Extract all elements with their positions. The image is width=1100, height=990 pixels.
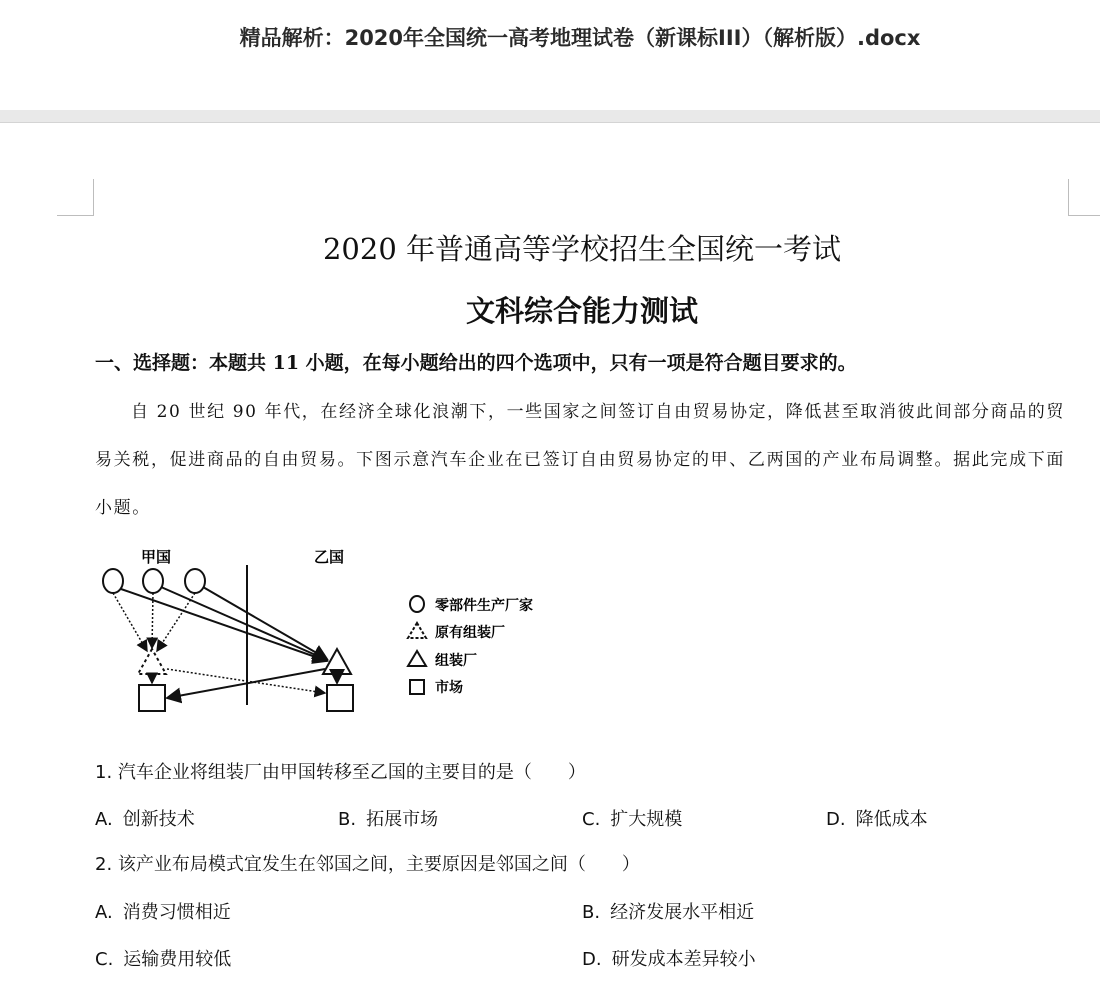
legend-assembly: 组装厂: [435, 653, 477, 669]
legend-dashed-triangle-icon: [408, 623, 426, 638]
industry-layout-diagram: [95, 543, 575, 723]
question-text: 汽车企业将组装厂由甲国转移至乙国的主要目的是（ ）: [117, 762, 586, 783]
document-page: [0, 123, 1100, 990]
question-2: [95, 850, 640, 876]
option-1a: A. 创新技术: [95, 809, 195, 830]
parts-factory-2: [143, 569, 163, 593]
option-1c: C. 扩大规模: [582, 809, 683, 830]
country-b-label: 乙国: [314, 548, 345, 566]
option-1d: D. 降低成本: [826, 809, 928, 830]
margin-corner-top-right: [1068, 179, 1100, 216]
legend-triangle-icon: [408, 651, 426, 666]
question-number: 2.: [95, 854, 113, 875]
option-2d: D. 研发成本差异较小: [582, 949, 756, 970]
market-b: [327, 685, 353, 711]
exam-subheading: 文科综合能力测试: [465, 294, 698, 328]
page-separator: [0, 110, 1100, 123]
option-2c: C. 运输费用较低: [95, 949, 232, 970]
question-1: [95, 758, 586, 784]
legend-circle-icon: [410, 596, 424, 612]
legend-parts-factory: 零部件生产厂家: [435, 598, 533, 614]
section-heading: 一、选择题：本题共 11 小题，在每小题给出的四个选项中，只有一项是符合题目要求的。: [95, 352, 857, 374]
intro-paragraph: 自 20 世纪 90 年代，在经济全球化浪潮下，一些国家之间签订自由贸易协定，降低甚至取消彼此间部分商品的贸易关税，促进商品的自由贸易。下图示意汽车企业在已签订自由贸易协定的甲、乙两国的产业布局调整。据此完成下面小题。: [95, 402, 1065, 518]
exam-heading: 2020 年普通高等学校招生全国统一考试: [322, 232, 842, 266]
document-title: 精品解析：2020年全国统一高考地理试卷（新课标III）（解析版）.docx: [239, 26, 921, 50]
new-assembly-plant: [323, 649, 351, 674]
parts-factory-1: [103, 569, 123, 593]
window-title-bar: [0, 0, 1100, 110]
country-a-label: 甲国: [141, 548, 172, 566]
legend-square-icon: [410, 680, 424, 694]
old-assembly-plant: [138, 649, 166, 674]
legend-old-assembly: 原有组装厂: [435, 625, 505, 641]
margin-corner-top-left: [57, 179, 94, 216]
option-2a: A. 消费习惯相近: [95, 902, 231, 923]
parts-factory-3: [185, 569, 205, 593]
question-text: 该产业布局模式宜发生在邻国之间，主要原因是邻国之间（ ）: [117, 854, 640, 875]
option-2b: B. 经济发展水平相近: [582, 902, 755, 923]
option-1b: B. 拓展市场: [338, 809, 439, 830]
market-a: [139, 685, 165, 711]
question-number: 1.: [95, 762, 113, 783]
legend-market: 市场: [435, 680, 463, 696]
